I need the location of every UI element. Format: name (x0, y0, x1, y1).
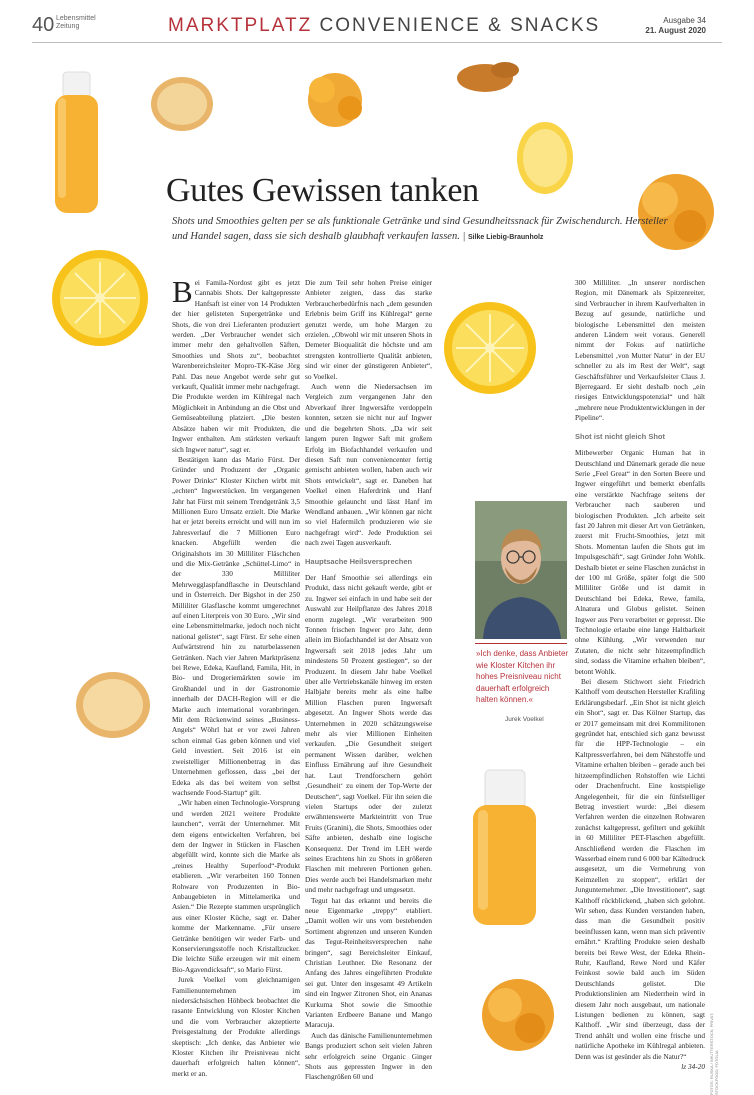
photo-credit: FOTOS: RUSKA / SHUTTERSTOCK; PRIVAT; STOCKFOOD; FOTOLIA (709, 1012, 719, 1095)
subheading: Shot ist nicht gleich Shot (575, 431, 665, 441)
subheading: Hauptsache Heilsversprechen (305, 556, 413, 566)
lead-text: Shots und Smoothies gelten per se als funktionale Getränke und sind Gesundheitssnack für Zwischendurch. Hersteller und Handel sagen, dass sie sich deshalb glaubhaft verkaufen lassen. (172, 216, 668, 242)
paragraph: Bei Famila-Nordost gibt es jetzt Cannabis Shots. Der kaltgepresste Hanfsaft ist einer von 14 Produkten der hier gelisteten Supergetränke und Shots, die von drei Lieferanten produziert werden. „Der Verbraucher wendet sich immer mehr den gehaltvollen Säften, Smoothies und Shots zu“, beobachtet Warenbereichsleiter Mopro-TK-Käse Jörg Pahl. Das neue Angebot werde sehr gut verkauft, Qualität immer mehr nachgefragt. Die Produkte werden im Kühlregal nach Möglichkeit in Anbindung an die Obst und Gemüseabteilung platziert. „Die besten Absätze haben wir mit Produkten, die Ingwer enthalten. Am stärksten verkauft sich Ingwer natur“, sagt er. (172, 278, 300, 454)
paragraph: Tegut hat das erkannt und bereits die neue Eigenmarke „treppy“ etabliert. „Damit wollen wir uns vom bestehenden Sortiment abgrenzen und unseren Kunden das Tegut-Reinheitsversprechen nahe bringen“, sagt Bereichsleiter Einkauf, Christian Leuthner. Die Resonanz der Anfang des Jahres eingeführten Produkte sei gut. Unter den insgesamt 49 Artikeln sind ein Ingwer Zitronen Shot, ein Ananas Kurkuma Shot sowie die Smoothie Varianten Erdbeere Banane und Mango Maracuja. (305, 895, 432, 1030)
paragraph: Jurek Voelkel vom gleichnamigen Familienunternehmen im niedersächsischen Höhbeck beobachtet die rasante Entwicklung von Kloster Kitchen und die vom Verbraucher akzeptierte Preisgestaltung der Produkte allerdings skeptisch: „Ich denke, das Anbieter wie Kloster Kitchen ihr Preisniveau nicht dauerhaft erfolgreich halten können“, merkt er an. (172, 975, 300, 1078)
lemon-slice-illustration (517, 122, 573, 194)
paragraph: Auch wenn die Niedersachsen im Vergleich zum vergangenen Jahr den Abverkauf ihrer Ingwersäfte verdoppeln konnten, setzen sie nicht nur auf Ingwer und die begehrten Shots. „Da wir seit langem puren Ingwer Saft mit großem Erfolg im Biofachhandel verkaufen und diesen Saft nun conveniencenter fertig gemischt anbieten wollen, haben auch wir Shots entwickelt“, sagt er. Daneben hat Voelkel einen Haferdrink und Hanf Smoothie gelauncht und lässt Hanf im Wendland anbauen. „Wir können gar nicht so viel Hafermilch produzieren wie sie nachgefragt wird“. Jede Produktion sei nach zwei Tagen ausverkauft. (305, 382, 432, 548)
paragraph: Bestätigen kann das Mario Fürst. Der Gründer und Produzent der „Organic Power Drinks“ Kloster Kitchen wirbt mit „echten“ Ingwerstücken. Im vergangenen Jahr hat Fürst mit seinem Trendgetränk 3,5 Millionen Euro Umsatz erzielt. Die Marke hat er jetzt bereits erreicht und will nun im Jahresverlauf die 7 Millionen Euro knacken. Abgefüllt werden die Originalshots im 30 Milliliter Fläschchen und die Mix-Getränke „Schüttel-Limo“ in der 330 Milliliter Mehrwegglaspfandflasche in Deutschland und in Österreich. Der Bigshot in der 250 Milliliter Glasflasche kommt umgerechnet auf einen Literpreis von 30 Euro. „Wir sind eine Lebensmittelmarke, jedoch noch nicht national gelistet“, sagt Fürst. Er sehe einen Aufwärtstrend hin zu naturbelassenen Getränken. Nach vier Jahren Marktpräsenz bei Rewe, Edeka, Kaufland, Famila, Hit, in Bio- und Drogeriemärkten sowie im Großhandel und in der Gastronomie innerhalb der DACH-Region will er die Marke auch international voranbringen. Mit dem Rückenwind seines „Business-Angels“ Wöhrl hat er vor zwei Jahren schon einmal Gas geben können und viel Geld investiert. Seit 2016 ist ein zweistelliger Millionenbetrag in das Unternehmen geflossen, dass „bei der Edeka als das bei weitem von selbst wachsende Food-Startup“ gilt. (172, 454, 300, 797)
paragraph: Der Hanf Smoothie sei allerdings ein Produkt, dass nicht gekauft werde, gibt er zu. Ingwer sei einfach in und habe seit der Auswahl zur Heilpflanze des Jahres 2018 enorm zugelegt. „Wir verarbeiten 900 Tonnen frischen Ingwer pro Jahr, denn allein im Biofachhandel ist der Absatz von Ingwersaft seit 2018 jedes Jahr um mindestens 50 Prozent gestiegen“, so der Produzent. In diesem Jahr habe Voelkel über alle Vertriebskanäle hinweg im ersten Halbjahr bereits mehr als eine halbe Million Flaschen puren Ingwersaft abgesetzt. An Ingwer Shots werde das Unternehmen in 2020 schätzungsweise mehr als vier Millionen Einheiten verkaufen. „Die Gesundheit steigert permanent Wissen darüber, welchen Einfluss Ernährung auf ihre Gesundheit hat. Laut Trendforschern gehört ‚Gesundheit‘ zu einem der Top-Werte der Deutschen“, sagt Voelkel. Für ihn seien die vielen Startups oder der zuletzt erwähntenswerte Markteintritt von True Fruits (Granini), die Shots, Smoothies oder Säfte anbieten, deshalb eine logische Konsequenz. Der Trend im LEH werde seines Erachtens hin zu Shots in größeren Flaschen mit mehreren Portionen gehen. Dies werde auch bei Handelsmarken mehr und mehr nachgefragt und umgesetzt. (305, 572, 432, 895)
lemon-slice-illustration (52, 250, 148, 346)
article-column-1 (172, 278, 300, 1086)
ginger-slice-illustration (76, 672, 150, 738)
paragraph: Die zum Teil sehr hohen Preise einiger Anbieter zeigten, dass das starke Verbraucherbedürfnis nach „dem gesunden Erlebnis beim Griff ins Kühlregal“ gerne genutzt werde, um hohe Margen zu erzielen. „Obwohl wir mit unseren Shots in Demeter Bioqualität die höchste und am strengsten kontrollierte Qualität anbieten, sind wir einer der günstigeren Anbieter“, so Voelkel. (305, 278, 432, 381)
author-byline: Silke Liebig-Braunholz (467, 234, 544, 241)
juice-bottle-illustration (473, 770, 536, 925)
article-headline: Gutes Gewissen tanken (166, 172, 479, 209)
turmeric-powder-illustration (482, 979, 554, 1051)
paragraph: lz 34-20 (681, 1062, 705, 1072)
turmeric-powder-illustration (308, 73, 362, 127)
ginger-slice-illustration (151, 77, 213, 131)
issue-date: 21. August 2020 (645, 26, 706, 35)
rubric-left: MARKTPLATZ (168, 15, 313, 36)
paragraph: Auch das dänische Familienunternehmen Bangs produziert schon seit vielen Jahren sehr erfolgreich seine Organic Ginger Shots aus gepressten Ingwer in den Flaschengrößen 60 und (305, 1030, 432, 1082)
drop-cap: B (172, 278, 193, 309)
brand-line1: Lebensmittel (56, 15, 96, 22)
brand-line2: Zeitung (56, 23, 80, 30)
publication-brand (56, 15, 96, 31)
paragraph: Bei diesem Stichwort sieht Friedrich Kalthoff vom deutschen Hersteller Krafiling Erklärungsbedarf. „Ein Shot ist nicht gleich ein Shot“, sagt er. Das Kölner Startup, das er 2017 gemeinsam mit drei Kommilitonen gegründet hat, entschied sich ganz bewusst für die HPP-Technologie – ein Kaltpressverfahren, bei dem Nährstoffe und Vitamine erhalten bleiben – gerade auch bei hitzeempfindlichen Rohstoffen wie Lichti oder Drachenfrucht. Eine kostspielige Angelegenheit, für die ein fünfstelliger Betrag investiert wurde: „Bei diesem Verfahren werden die einzelnen Rohwaren zunächst kaltgepresst, gefiltert und gekühlt in 60 Milliliter PET-Flaschen abgefüllt. Anschließend werden die Flaschen im Wasserbad einem rund 6 000 bar Kältedruck ausgesetzt, um die Vermehrung von Keimzellen zu stoppen“, erklärt der Jungunternehmer. „Die Investitionen“, sagt Kalthoff rückblickend, „haben sich gelohnt. Wir sehen, dass Kunden verstanden haben, dass man die Gesundheit positiv beeinflussen kann, wenn man sich präventiv ernährt.“ Kraftling Produkte seien deshalb bereits bei Rewe West, der Edeka Rhein-Ruhr, Kaufland, Rewe Nord und Käfer Feinkost sowie bald auch im Süden Deutschlands gelistet. Die Produktionslinien am Niederrhein wird in diesem Jahr noch ausgebaut, um nationale Listungen bedienen zu können, sagt Kalthoff. „Wir sind überzeugt, dass der Trend anhält und wollen eine frische und natürliche Apotheke im Kühlregal anbieten. Denn was ist gesünder als die Natur?“ (575, 677, 705, 1061)
article-column-3 (575, 278, 705, 1086)
paragraph: „Wir haben einen Technologie-Vorsprung und werden 2021 weitere Produkte launchen“, verrät der Unternehmer. Mit dem eigens entwickelten Verfahren, bei dem der Ingwer in Stücken in Flaschen abgefüllt wird, konnte sich die Marke als „reines Healthy Superfood“-Produkt etablieren. „Wir verarbeiten 160 Tonnen Rohware von Produzenten in Bio-Anbaugebieten in Mittelamerika und Asien.“ Die Rezepte stammen ursprünglich aus einer Kloster Küche, sagt er. Daher komme der Markenname. „Für unsere Getränke benötigen wir weder Farb- und Konservierungsstoffe noch Kristallzucker. Die leichte Süße erzeugen wir mit einem Bio-Agavendicksaft“, so Mario Fürst. (172, 798, 300, 974)
section-rubric (168, 15, 600, 37)
rubric-right: CONVENIENCE & SNACKS (319, 15, 601, 36)
article-column-2 (305, 278, 432, 1086)
paragraph: 300 Milliliter. „In unserer nordischen Region, mit Dänemark als Spitzenreiter, sind Verbraucher in ihrem Kaufverhalten in Bezug auf gesunde, natürliche und biologische Lebensmittel den meisten anderen Ländern weit voraus. Generell nimmt der Fokus auf natürliche Lebensmittel ‚von Mutter Natur‘ in der EU schneller zu als im Rest der Welt“, sagt Geschäftsführer und Verkaufsleiter Claus J. Bjerregaard. Er sieht deshalb noch „ein riesiges Entwicklungspotenzial“ und hält „mehrere neue Produktentwicklungen in der Pipeline“. (575, 278, 705, 423)
lemon-slice-illustration (444, 302, 536, 394)
page-number: 40 (32, 14, 55, 36)
paragraph: Mitbewerber Organic Human hat in Deutschland und Dänemark gerade die neue Serie „Feel Great“ in den Sorten Beere und Ingwer eingeführt und bemerkt ebenfalls eine verstärkte Nachfrage seitens der Verbraucher nach sauberen und biologischen Produkten. „Ich arbeite seit fast 20 Jahren mit dieser Art von Getränken, zuerst mit Frucht-Smoothies, jetzt mit Shots. Momentan laufen die Shots gut im Impulsgeschäft“, sagt Gründer John Wohlk. Deshalb bietet er seine Flaschen zunächst in der 100 ml Größe, später folgt die 500 Milliliter Größe und ist damit in Deutschland bei Edeka, Rewe, famila, Alnatura und Globus gelistet. Seinen Ingwer aus Peru verarbeitet er gepresst. Die Technologie erlaube eine lange Haltbarkeit ohne Kühlung. „Wir verwenden nur Zutaten, die nicht sehr hitzeempfindlich sind, sodass die Vitamine erhalten bleiben“, betont Wohlk. (575, 448, 705, 676)
person-portrait-icon (475, 501, 567, 639)
juice-bottle-illustration (55, 72, 98, 213)
portrait-photo (475, 501, 567, 639)
header-divider (32, 42, 722, 43)
turmeric-root-illustration (457, 62, 519, 92)
article-lead: Shots und Smoothies gelten per se als funktionale Getränke und sind Gesundheitssnack für Zwischendurch. Hersteller und Handel sagen, dass sie sich deshalb glaubhaft verkaufen lassen. | Silke Liebig-Braunholz (172, 216, 668, 242)
issue-number: Ausgabe 34 (663, 16, 706, 25)
quote-divider (475, 643, 567, 644)
issue-info (645, 16, 706, 36)
quote-author: Jurek Voelkel (505, 716, 544, 723)
pull-quote: »Ich denke, dass Anbieter wie Kloster Kitchen ihr hohes Preisniveau nicht dauerhaft erfolgreich halten können.« (476, 649, 569, 704)
